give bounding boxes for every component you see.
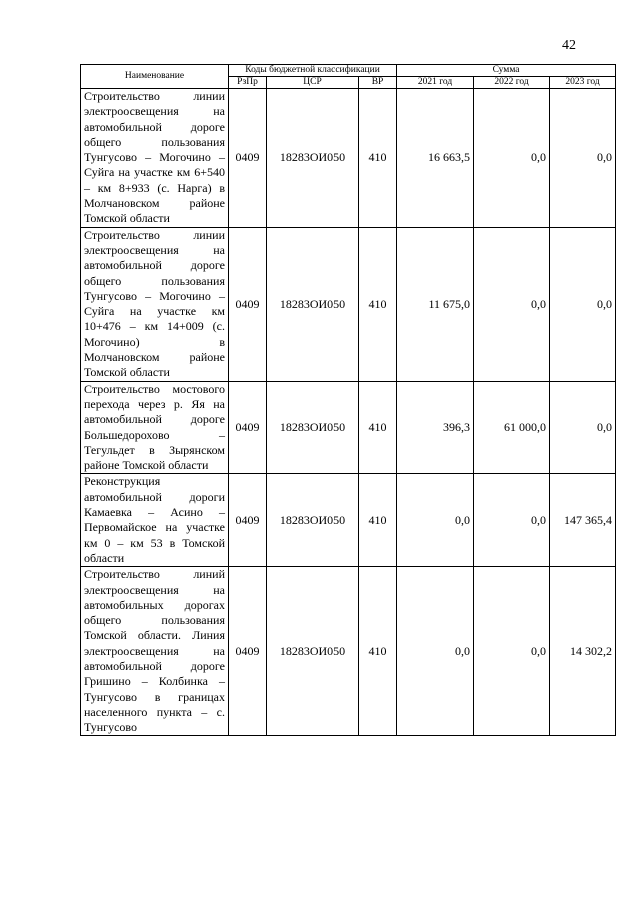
budget-table — [80, 64, 616, 736]
header-vr: ВР — [359, 77, 397, 89]
row-vr: 410 — [359, 381, 397, 474]
row-rzpr: 0409 — [229, 89, 267, 228]
header-2022: 2022 год — [474, 77, 550, 89]
row-name: Реконструкция автомобильной дороги Камаевка – Асино – Первомайское на участке км 0 – км 53 в Томской области — [81, 474, 229, 567]
header-codes-group: Коды бюджетной классификации — [229, 65, 397, 77]
row-2022: 0,0 — [474, 227, 550, 381]
row-2022: 0,0 — [474, 567, 550, 736]
row-2023: 147 365,4 — [550, 474, 616, 567]
header-csr: ЦСР — [267, 77, 359, 89]
row-rzpr: 0409 — [229, 567, 267, 736]
row-2021: 16 663,5 — [397, 89, 474, 228]
table-row — [81, 567, 616, 736]
row-2023: 0,0 — [550, 89, 616, 228]
row-vr: 410 — [359, 474, 397, 567]
row-name: Строительство линии электроосвещения на автомобильной дороге общего пользования Тунгусово – Могочино – Суйга на участке км 10+476 – км 14+009 (с. Могочино) в Молчановском районе Томской области — [81, 227, 229, 381]
row-2023: 0,0 — [550, 227, 616, 381]
table-row — [81, 227, 616, 381]
row-csr: 18283ОИ050 — [267, 227, 359, 381]
row-rzpr: 0409 — [229, 381, 267, 474]
header-sum-group: Сумма — [397, 65, 616, 77]
page-number: 42 — [562, 38, 576, 53]
header-rzpr: РзПр — [229, 77, 267, 89]
table-row — [81, 89, 616, 228]
table-row — [81, 474, 616, 567]
row-name: Строительство линий электроосвещения на автомобильных дорогах общего пользования Томской области. Линия электроосвещения на автомобильной дороге Гришино – Колбинка – Тунгусово в границах населенного пункта – с. Тунгусово — [81, 567, 229, 736]
row-2022: 61 000,0 — [474, 381, 550, 474]
row-vr: 410 — [359, 567, 397, 736]
row-name: Строительство мостового перехода через р. Яя на автомобильной дороге Большедорохово – Тегульдет в Зырянском районе Томской области — [81, 381, 229, 474]
row-2021: 0,0 — [397, 567, 474, 736]
header-2023: 2023 год — [550, 77, 616, 89]
row-csr: 18283ОИ050 — [267, 567, 359, 736]
row-name: Строительство линии электроосвещения на автомобильной дороге общего пользования Тунгусово – Могочино – Суйга на участке км 6+540 – км 8+933 (с. Нарга) в Молчановском районе Томской области — [81, 89, 229, 228]
row-2023: 14 302,2 — [550, 567, 616, 736]
row-csr: 18283ОИ050 — [267, 89, 359, 228]
row-csr: 18283ОИ050 — [267, 381, 359, 474]
header-2021: 2021 год — [397, 77, 474, 89]
row-vr: 410 — [359, 227, 397, 381]
header-row-top — [81, 65, 616, 77]
header-name: Наименование — [81, 65, 229, 89]
row-rzpr: 0409 — [229, 227, 267, 381]
row-2023: 0,0 — [550, 381, 616, 474]
row-vr: 410 — [359, 89, 397, 228]
row-2021: 11 675,0 — [397, 227, 474, 381]
row-2021: 0,0 — [397, 474, 474, 567]
table-row — [81, 381, 616, 474]
row-csr: 18283ОИ050 — [267, 474, 359, 567]
row-rzpr: 0409 — [229, 474, 267, 567]
row-2021: 396,3 — [397, 381, 474, 474]
row-2022: 0,0 — [474, 474, 550, 567]
row-2022: 0,0 — [474, 89, 550, 228]
